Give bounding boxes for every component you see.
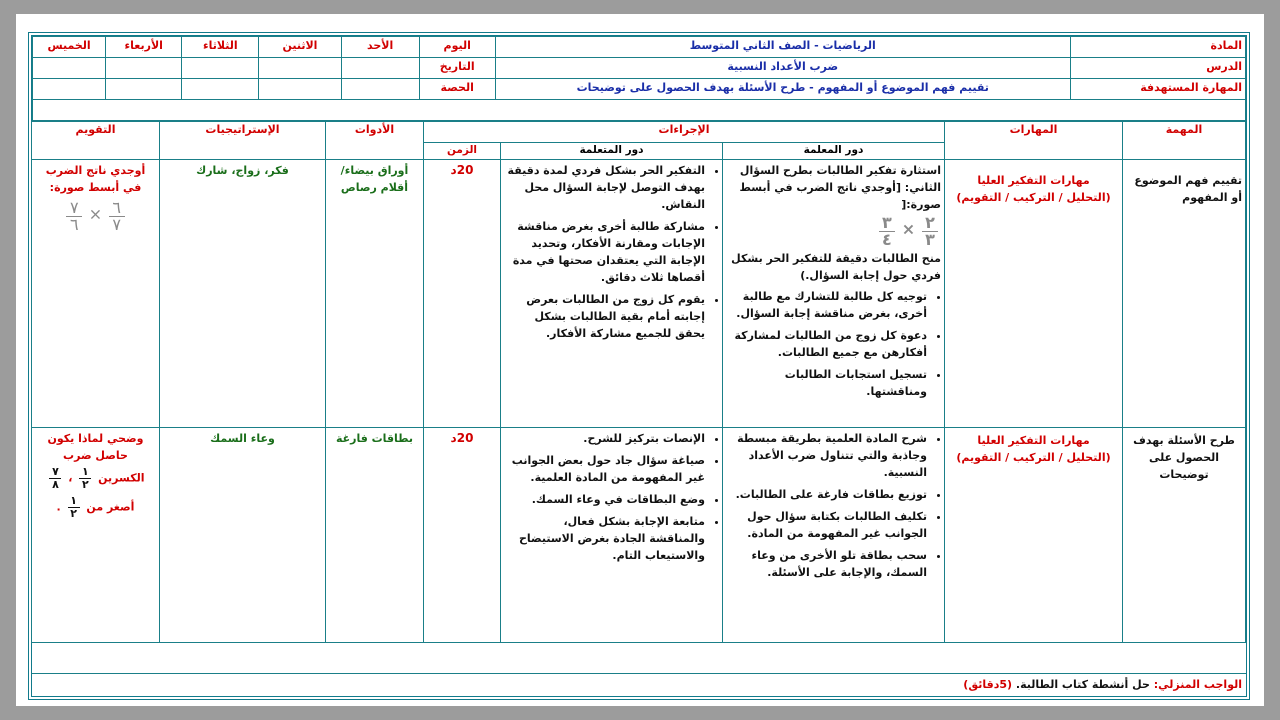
eval-line2: حاصل ضرب [63, 449, 128, 462]
denominator: ٦ [69, 215, 79, 234]
list-item: • الإنصات بتركيز للشرح. [504, 430, 705, 447]
tools-cell: بطاقات فارغة [325, 428, 423, 643]
homework-footer [32, 673, 1246, 696]
list-item: • سحب بطاقة تلو الأخرى من وعاء السمك، والإجابة على الأسئلة. [726, 547, 927, 581]
fraction [79, 466, 91, 491]
teacher-after-fraction: منح الطالبات دقيقة للتفكير الحر بشكل فردي حول إجابة السؤال.) [731, 252, 941, 282]
label-day: اليوم [419, 37, 495, 58]
label-subject: المادة [1070, 37, 1245, 58]
period-cell [341, 79, 419, 100]
period-cell [259, 79, 341, 100]
strategy-cell: فكر، زواج، شارك [159, 160, 325, 428]
denominator: ٨ [52, 478, 59, 491]
list-item: • التفكير الحر بشكل فردي لمدة دقيقة بهدف التوصل لإجابة السؤال محل النقاش. [504, 162, 705, 213]
list-item: • توجيه كل طالبة للتشارك مع طالبة أخرى، بغرض مناقشة إجابة السؤال. [726, 288, 927, 322]
numerator: ٣ [882, 213, 892, 232]
list-item: • دعوة كل زوج من الطالبات لمشاركة أفكارهن مع جميع الطالبات. [726, 327, 927, 361]
numerator: ٧ [69, 198, 79, 217]
teacher-role-cell [723, 160, 945, 428]
student-role-cell [501, 160, 723, 428]
fraction [49, 466, 61, 491]
skills-line1: مهارات التفكير العليا [977, 174, 1090, 187]
day-wednesday: الأربعاء [106, 37, 182, 58]
lesson-plan-page [16, 14, 1264, 706]
label-period: الحصة [419, 79, 495, 100]
list-item: • وضع البطاقات في وعاء السمك. [504, 491, 705, 508]
lesson-value: ضرب الأعداد النسبية [495, 58, 1070, 79]
eval-line4 [35, 495, 156, 520]
denominator: ٣ [925, 230, 935, 249]
denominator: ٧ [112, 215, 121, 234]
teacher-bullets [726, 288, 941, 400]
evaluation-cell [31, 160, 159, 428]
day-thursday: الخميس [33, 37, 106, 58]
col-tools: الأدوات [325, 122, 423, 160]
fraction [109, 200, 125, 233]
date-cell [259, 58, 341, 79]
denominator: ٤ [882, 230, 892, 249]
denominator: ٢ [81, 478, 89, 491]
teacher-role-cell [723, 428, 945, 643]
eval-less-than: أصغر من [86, 500, 135, 514]
eval-word-fractions: الكسرين [98, 471, 145, 485]
tools-cell: أوراق بيضاء/ أقلام رصاص [325, 160, 423, 428]
plan-table [31, 121, 1246, 643]
denominator: ٢ [70, 507, 77, 520]
fraction [66, 200, 82, 233]
list-item: • يقوم كل زوج من الطالبات بعرض إجابته أمام بقية الطالبات بشكل يحقق للجميع مشاركة الأفكار. [504, 291, 705, 342]
list-item: • شرح المادة العلمية بطريقة مبسطة وجاذبة والتي تتناول ضرب الأعداد النسبية. [726, 430, 927, 481]
strategy-cell: وعاء السمك [159, 428, 325, 643]
student-role-cell [501, 428, 723, 643]
day-tuesday: الثلاثاء [182, 37, 259, 58]
eval-line3 [35, 466, 156, 491]
day-sunday: الأحد [341, 37, 419, 58]
list-item: • مشاركة طالبة أخرى بغرض مناقشة الإجابات ومقارنة الأفكار، وتحديد الإجابة التي يعتقدان صحتها في مدة أقصاها ثلاث دقائق. [504, 218, 705, 286]
teacher-intro: استثارة تفكير الطالبات بطرح السؤال الثاني: [أوجدي ناتج الضرب في أبسط صورة:[ [739, 164, 941, 211]
period-cell [33, 79, 106, 100]
task-cell: طرح الأسئلة بهدف الحصول على توضيحات [1123, 428, 1246, 643]
period-cell [182, 79, 259, 100]
comma: ، [68, 471, 73, 485]
spacer-row [33, 100, 1246, 121]
skills-line2: (التحليل / التركيب / التقويم) [956, 191, 1111, 204]
homework-label: الواجب المنزلي: [1153, 678, 1242, 691]
fraction [879, 215, 895, 248]
student-bullets [504, 430, 719, 564]
teacher-bullets [726, 430, 941, 581]
label-skill: المهارة المستهدفة [1070, 79, 1245, 100]
skill-value: تقييم فهم الموضوع أو المفهوم - طرح الأسئلة بهدف الحصول على توضيحات [495, 79, 1070, 100]
col-skills: المهارات [945, 122, 1123, 160]
list-item: • تكليف الطالبات بكتابة سؤال حول الجوانب غير المفهومة من المادة. [726, 508, 927, 542]
fraction [922, 215, 938, 248]
col-strategies: الإستراتيجيات [159, 122, 325, 160]
day-monday: الاثنين [259, 37, 341, 58]
list-item: • صياغة سؤال جاد حول بعض الجوانب غير المفهومة من المادة العلمية. [504, 452, 705, 486]
numerator: ٧ [52, 465, 59, 478]
period-cell [106, 79, 182, 100]
col-time: الزمن [423, 143, 500, 160]
numerator: ٢ [925, 213, 935, 232]
col-procedures: الإجراءات [423, 122, 944, 143]
evaluation-cell [31, 428, 159, 643]
skills-line2: (التحليل / التركيب / التقويم) [956, 451, 1111, 464]
label-date: التاريخ [419, 58, 495, 79]
multiply-sign: × [901, 219, 916, 239]
multiply-sign: × [88, 204, 103, 224]
eval-fraction-line [35, 200, 156, 233]
col-evaluation: التقويم [31, 122, 159, 160]
list-item: • توزيع بطاقات فارغة على الطالبات. [726, 486, 927, 503]
col-teacher-role: دور المعلمة [723, 143, 945, 160]
homework-time: (5دقائق) [963, 678, 1013, 691]
date-cell [341, 58, 419, 79]
header-table [32, 36, 1246, 121]
col-task: المهمة [1123, 122, 1246, 160]
student-bullets [504, 162, 719, 342]
homework-text: حل أنشطة كتاب الطالبة. [1015, 678, 1150, 691]
label-lesson: الدرس [1070, 58, 1245, 79]
col-student-role: دور المتعلمة [501, 143, 723, 160]
list-item: • تسجيل استجابات الطالبات ومناقشتها. [726, 366, 927, 400]
numerator: ٦ [112, 198, 121, 217]
period: . [56, 500, 61, 514]
fraction [68, 495, 80, 520]
numerator: ١ [70, 494, 77, 507]
time-cell: 20د [423, 428, 500, 643]
date-cell [33, 58, 106, 79]
lesson-plan-frame [28, 32, 1250, 700]
eval-line1: وضحي لماذا يكون [47, 432, 144, 445]
numerator: ١ [81, 465, 89, 478]
date-cell [106, 58, 182, 79]
task-cell: تقييم فهم الموضوع أو المفهوم [1123, 160, 1246, 428]
skills-cell [945, 428, 1123, 643]
subject-value: الرياضيات - الصف الثاني المتوسط [495, 37, 1070, 58]
date-cell [182, 58, 259, 79]
skills-line1: مهارات التفكير العليا [977, 434, 1090, 447]
teacher-fraction-line [726, 215, 941, 248]
time-cell: 20د [423, 160, 500, 428]
eval-line1: أوجدي ناتج الضرب [45, 164, 146, 177]
eval-line2: في أبسط صورة: [49, 181, 142, 194]
list-item: • متابعة الإجابة بشكل فعال، والمناقشة الجادة بغرض الاستيضاح والاستيعاب التام. [504, 513, 705, 564]
skills-cell [945, 160, 1123, 428]
